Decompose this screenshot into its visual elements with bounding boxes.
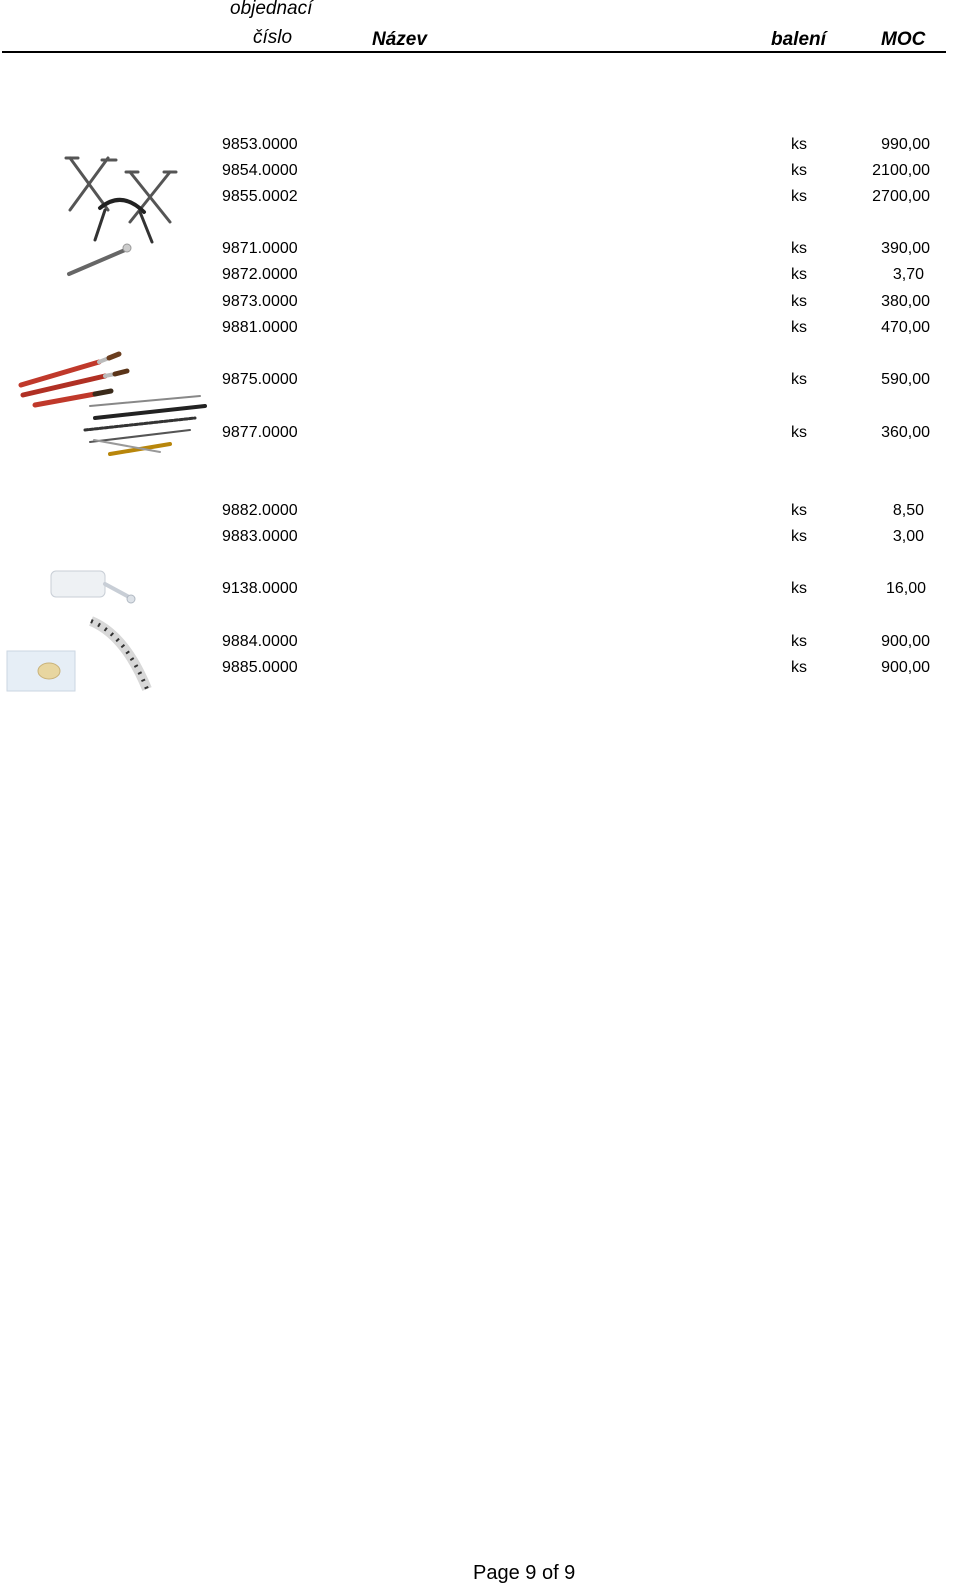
packaging-unit: ks [791,188,807,205]
table-row [0,367,960,393]
packaging-unit: ks [791,633,807,650]
order-code: 9855.0002 [222,188,298,205]
price: 590,00 [881,371,930,388]
order-code: 9138.0000 [222,580,298,597]
price: 360,00 [881,424,930,441]
order-code: 9871.0000 [222,240,298,257]
order-code: 9883.0000 [222,528,298,545]
table-row [0,576,960,602]
table-row [0,629,960,655]
table-row [0,315,960,341]
price: 16,00 [885,580,926,597]
order-code: 9853.0000 [222,136,298,153]
table-row [0,262,960,288]
price: 2100,00 [872,162,930,179]
header-order-number-line2: číslo [253,27,293,48]
table-row [0,420,960,446]
packaging-unit: ks [791,371,807,388]
table-row [0,498,960,524]
order-code: 9884.0000 [222,633,298,650]
order-code: 9881.0000 [222,319,298,336]
packaging-unit: ks [791,319,807,336]
table-row [0,132,960,158]
price: 3,00 [892,528,924,545]
packaging-unit: ks [791,162,807,179]
packaging-unit: ks [791,424,807,441]
price: 470,00 [881,319,930,336]
order-code: 9875.0000 [222,371,298,388]
packaging-unit: ks [791,293,807,310]
packaging-unit: ks [791,502,807,519]
packaging-unit: ks [791,528,807,545]
packaging-unit: ks [791,136,807,153]
price: 900,00 [881,633,930,650]
packaging-unit: ks [791,240,807,257]
table-row [0,158,960,184]
table-row [0,289,960,315]
price: 380,00 [881,293,930,310]
price: 390,00 [881,240,930,257]
order-code: 9877.0000 [222,424,298,441]
price: 990,00 [881,136,930,153]
table-row [0,524,960,550]
order-code: 9854.0000 [222,162,298,179]
header-packaging: balení [771,29,826,50]
price: 2700,00 [872,188,930,205]
table-row [0,236,960,262]
price: 3,70 [892,266,924,283]
packaging-unit: ks [791,580,807,597]
table-row [0,184,960,210]
packaging-unit: ks [791,659,807,676]
header-order-number-line1: objednací [230,0,313,19]
price: 8,50 [892,502,924,519]
order-code: 9885.0000 [222,659,298,676]
order-code: 9872.0000 [222,266,298,283]
page-number: Page 9 of 9 [473,1562,576,1584]
header-price: MOC [881,29,926,50]
price: 900,00 [881,659,930,676]
order-code: 9873.0000 [222,293,298,310]
table-row [0,655,960,681]
order-code: 9882.0000 [222,502,298,519]
packaging-unit: ks [791,266,807,283]
header-name: Název [372,29,427,50]
header-rule [2,51,946,53]
